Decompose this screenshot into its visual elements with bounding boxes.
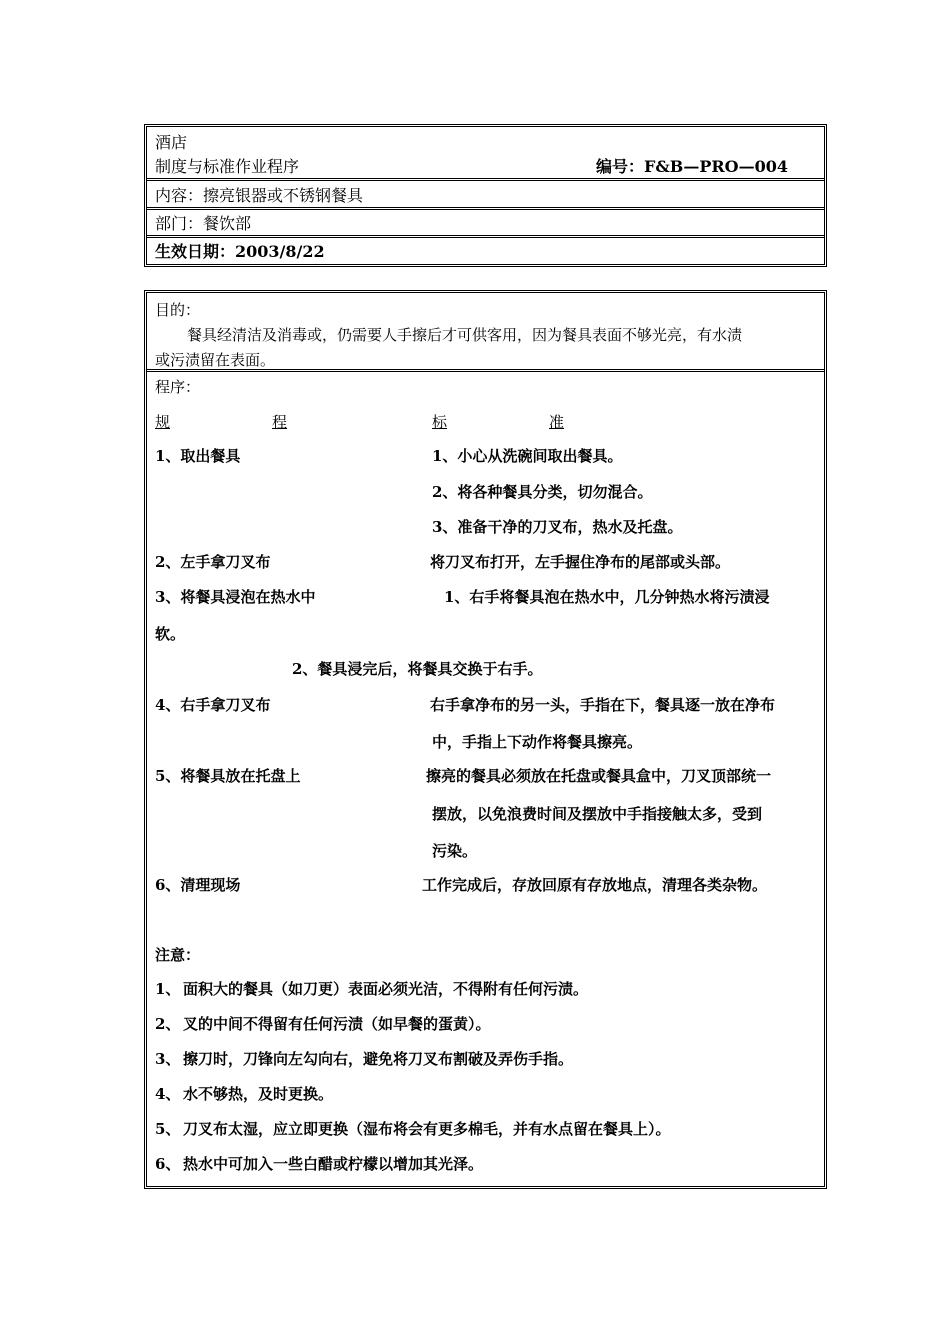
step-1-standard-1: 1、小心从洗碗间取出餐具。 — [432, 447, 623, 465]
note-5-text: 刀叉布太湿，应立即更换（湿布将会有更多棉毛，并有水点留在餐具上）。 — [183, 1120, 671, 1138]
procedure-label: 程序： — [155, 378, 201, 396]
note-2-number: 2、 — [155, 1015, 181, 1033]
step-2: 2、左手拿刀叉布 — [155, 553, 271, 571]
note-5-number: 5、 — [155, 1120, 181, 1138]
header-content-row — [147, 181, 824, 210]
header-date-row — [147, 238, 824, 264]
step-5-standard-3: 污染。 — [432, 842, 478, 860]
step-6: 6、清理现场 — [155, 876, 241, 894]
note-2-text: 叉的中间不得留有任何污渍（如早餐的蛋黄）。 — [183, 1015, 491, 1033]
note-4-text: 水不够热，及时更换。 — [183, 1085, 334, 1103]
note-1-number: 1、 — [155, 980, 181, 998]
step-3: 3、将餐具浸泡在热水中 — [155, 588, 316, 606]
procedure-section — [147, 372, 824, 1186]
step-1-standard-2: 2、将各种餐具分类，切勿混合。 — [432, 483, 653, 501]
step-1: 1、取出餐具 — [155, 447, 241, 465]
column-header-right: 标 准 — [432, 413, 565, 431]
note-1-text: 面积大的餐具（如刀更）表面必须光洁，不得附有任何污渍。 — [183, 980, 589, 998]
note-6-number: 6、 — [155, 1155, 181, 1173]
document-body — [144, 290, 827, 1189]
hotel-name: 酒店 — [155, 133, 188, 152]
note-6-text: 热水中可加入一些白醋或柠檬以增加其光泽。 — [183, 1155, 484, 1173]
document-code: 编号：F&B—PRO—004 — [596, 157, 788, 176]
notes-label: 注意： — [155, 946, 201, 964]
document-header — [144, 124, 827, 267]
step-3-standard-1-cont: 软。 — [155, 625, 186, 643]
content-field: 内容：擦亮银器或不锈钢餐具 — [155, 186, 364, 205]
header-department-row — [147, 210, 824, 238]
column-header-left: 规 程 — [155, 413, 288, 431]
header-title-row — [147, 127, 824, 181]
step-6-standard: 工作完成后，存放回原有存放地点，清理各类杂物。 — [422, 876, 768, 894]
step-5-standard-2: 摆放，以免浪费时间及摆放中手指接触太多，受到 — [432, 805, 763, 823]
effective-date-field: 生效日期：2003/8/22 — [155, 242, 325, 261]
step-5: 5、将餐具放在托盘上 — [155, 767, 301, 785]
step-4-standard-1: 右手拿净布的另一头，手指在下，餐具逐一放在净布 — [430, 696, 776, 714]
document-title: 制度与标准作业程序 — [155, 157, 300, 176]
purpose-section — [147, 293, 824, 372]
purpose-label: 目的： — [155, 301, 201, 319]
step-4: 4、右手拿刀叉布 — [155, 696, 271, 714]
note-3-number: 3、 — [155, 1050, 181, 1068]
step-3-standard-2: 2、餐具浸完后，将餐具交换于右手。 — [292, 660, 543, 678]
purpose-line-1: 餐具经清洁及消毒或，仍需要人手擦后才可供客用，因为餐具表面不够光亮，有水渍 — [187, 326, 743, 344]
note-4-number: 4、 — [155, 1085, 181, 1103]
step-4-standard-2: 中，手指上下动作将餐具擦亮。 — [432, 733, 643, 751]
note-3-text: 擦刀时，刀锋向左勾向右，避免将刀叉布割破及弄伤手指。 — [183, 1050, 574, 1068]
step-2-standard: 将刀叉布打开，左手握住净布的尾部或头部。 — [430, 553, 731, 571]
department-field: 部门：餐饮部 — [155, 214, 252, 233]
step-5-standard-1: 擦亮的餐具必须放在托盘或餐具盒中，刀叉顶部统一 — [426, 767, 772, 785]
purpose-line-2: 或污渍留在表面。 — [155, 351, 276, 369]
step-1-standard-3: 3、准备干净的刀叉布，热水及托盘。 — [432, 518, 683, 536]
step-3-standard-1: 1、右手将餐具泡在热水中，几分钟热水将污渍浸 — [444, 588, 770, 606]
